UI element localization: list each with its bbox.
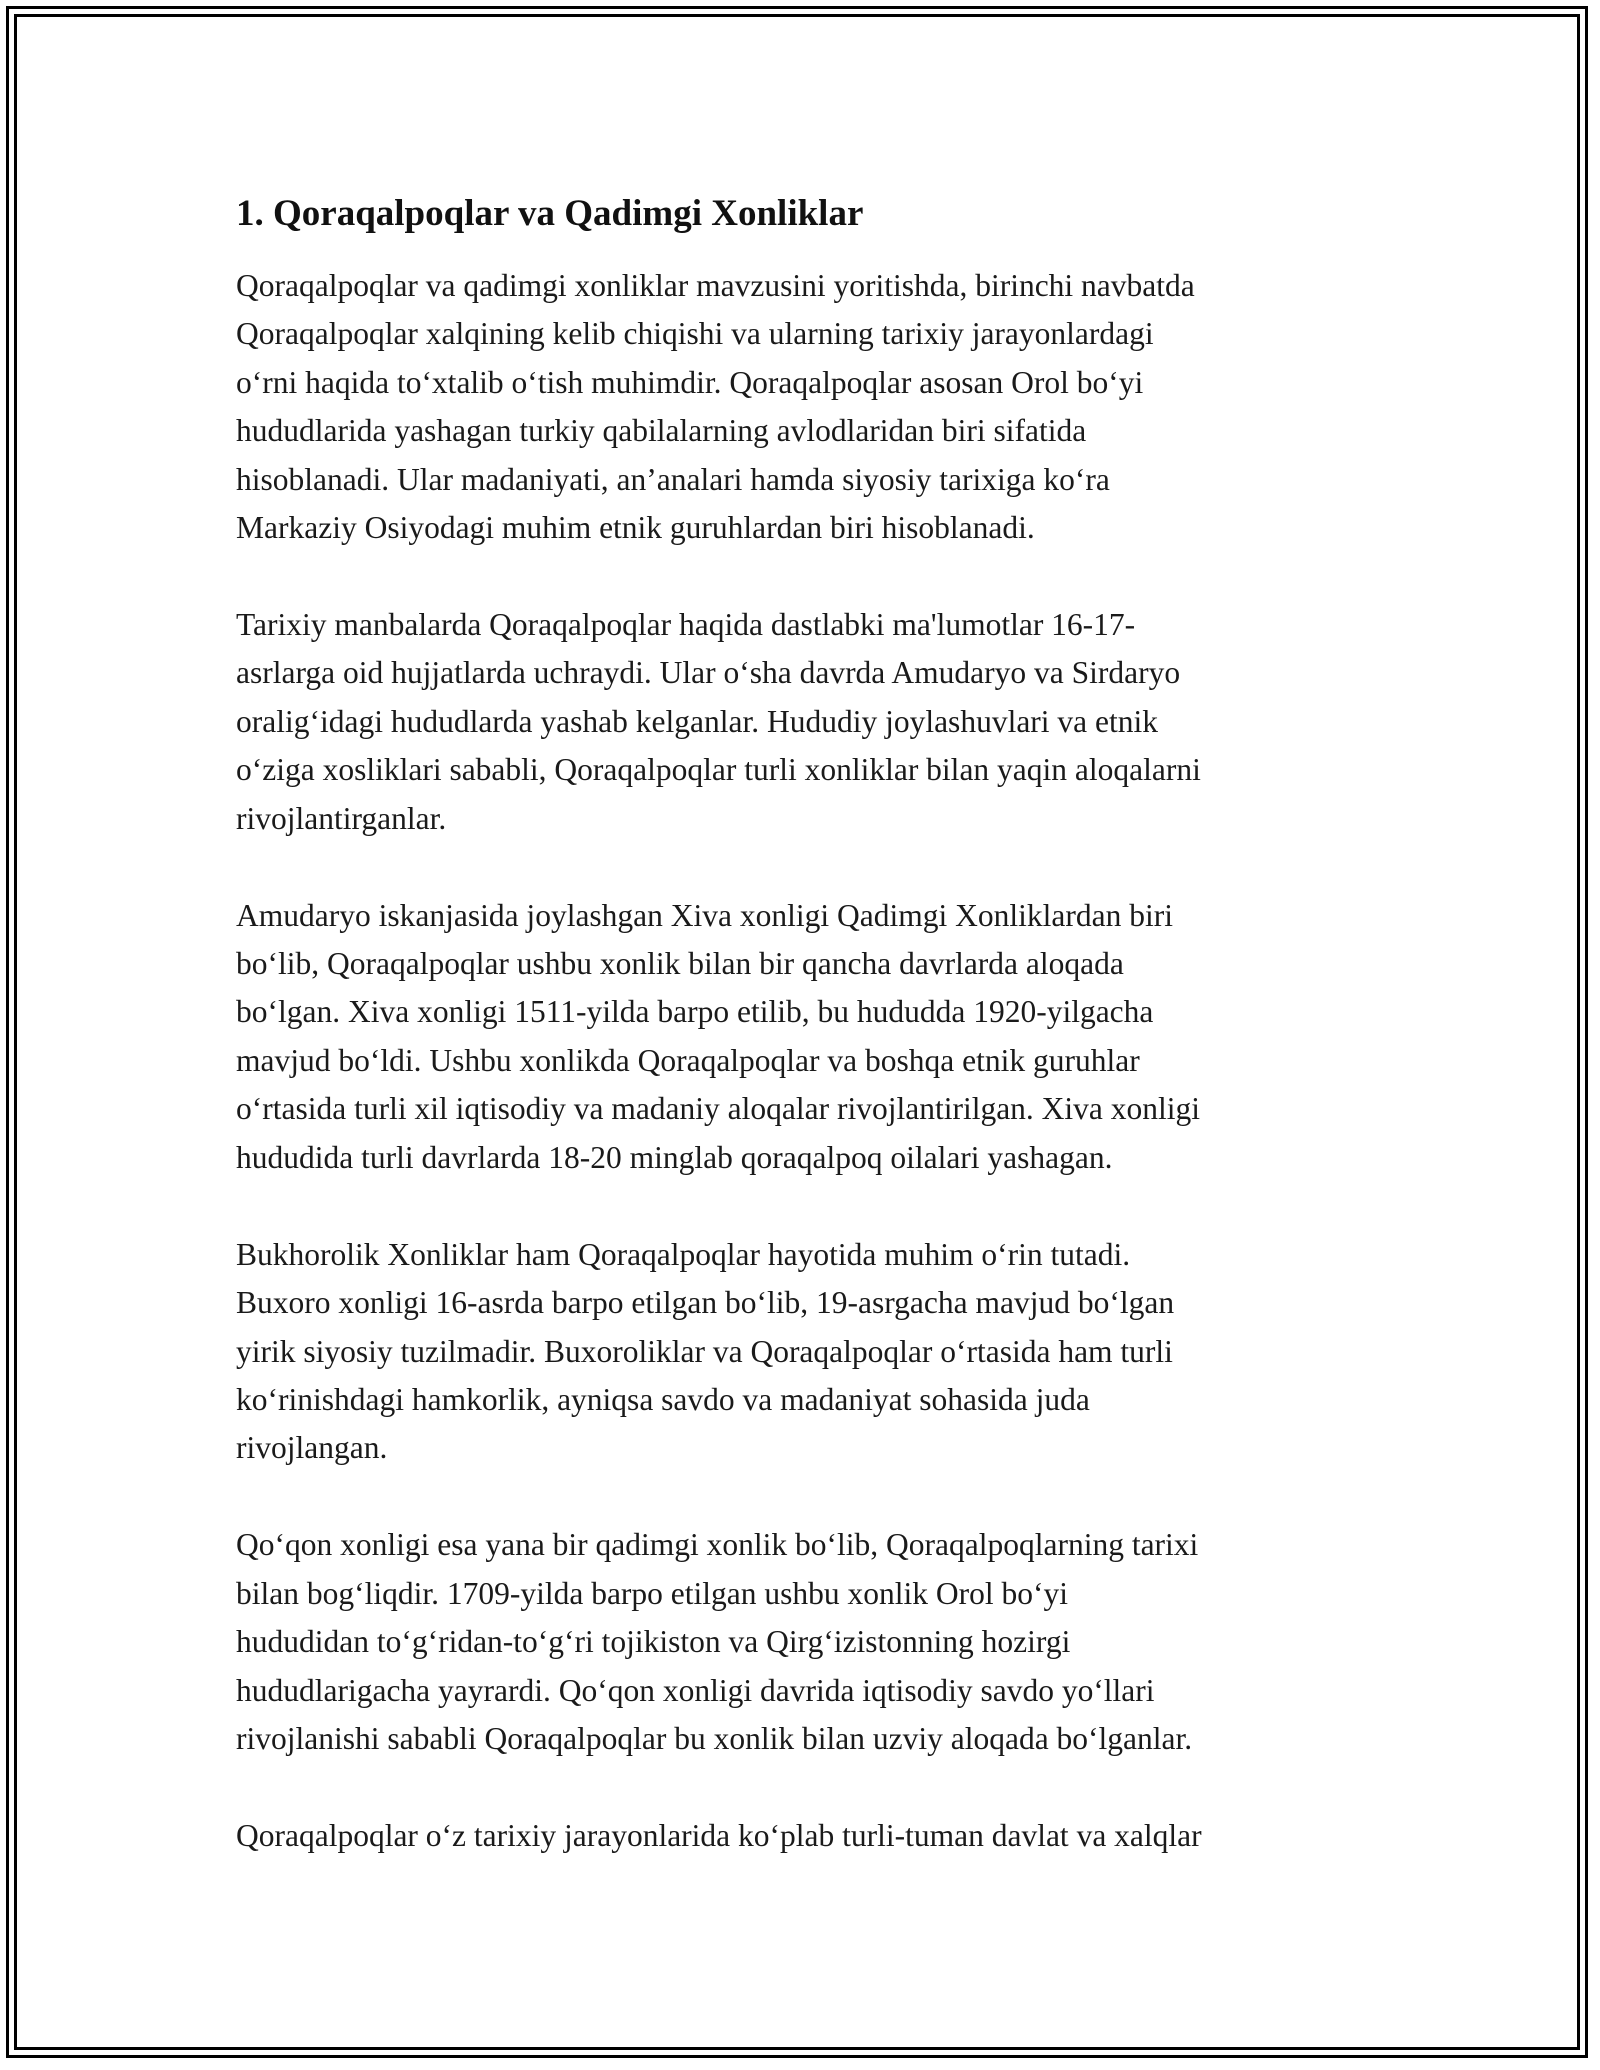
document-body [236, 188, 1386, 1909]
section-heading: 1. Qoraqalpoqlar va Qadimgi Xonliklar [236, 193, 864, 234]
paragraph-kokand-khanate: Qo‘qon xonligi esa yana bir qadimgi xonlik bo‘lib, Qoraqalpoqlarning tarixi bilan bog‘liqdir. 1709-yilda barpo etilgan ushbu xonlik Orol bo‘yi hududidan to‘g‘ridan-to‘g‘ri tojikiston va Qirg‘izistonning hozirgi hududlarigacha yayrardi. Qo‘qon xonligi davrida iqtisodiy savdo yo‘llari rivojlanishi sababli Qoraqalpoqlar bu xonlik bilan uzviy aloqada bo‘lganlar. [236, 1527, 1199, 1756]
paragraph-historical-sources: Tarixiy manbalarda Qoraqalpoqlar haqida dastlabki ma'lumotlar 16-17- asrlarga oid hujjatlarda uchraydi. Ular o‘sha davrda Amudaryo va Sirdaryo oralig‘idagi hududlarda yashab kelganlar. Hududiy joylashuvlari va etnik o‘ziga xosliklari sababli, Qoraqalpoqlar turli xonliklar bilan yaqin aloqalarni rivojlantirganlar. [236, 607, 1201, 836]
paragraph-origins: Qoraqalpoqlar va qadimgi xonliklar mavzusini yoritishda, birinchi navbatda Qoraqalpoqlar xalqining kelib chiqishi va ularning tarixiy jarayonlardagi o‘rni haqida to‘xtalib o‘tish muhimdir. Qoraqalpoqlar asosan Orol bo‘yi hududlarida yashagan turkiy qabilalarning avlodlaridan biri sifatida hisoblanadi. Ular madaniyati, an’analari hamda siyosiy tarixiga ko‘ra Markaziy Osiyodagi muhim etnik guruhlardan biri hisoblanadi. [236, 268, 1195, 546]
paragraph-khiva-khanate: Amudaryo iskanjasida joylashgan Xiva xonligi Qadimgi Xonliklardan biri bo‘lib, Qoraqalpoqlar ushbu xonlik bilan bir qancha davrlarda aloqada bo‘lgan. Xiva xonligi 1511-yilda barpo etilib, bu hududda 1920-yilgacha mavjud bo‘ldi. Ushbu xonlikda Qoraqalpoqlar va boshqa etnik guruhlar o‘rtasida turli xil iqtisodiy va madaniy aloqalar rivojlantirilgan. Xiva xonligi hududida turli davrlarda 18-20 minglab qoraqalpoq oilalari yashagan. [236, 897, 1201, 1175]
paragraph-bukhara-khanate: Bukhorolik Xonliklar ham Qoraqalpoqlar hayotida muhim o‘rin tutadi. Buxoro xonligi 16-asrda barpo etilgan bo‘lib, 19-asrgacha mavjud bo‘lgan yirik siyosiy tuzilmadir. Buxoroliklar va Qoraqalpoqlar o‘rtasida ham turli ko‘rinishdagi hamkorlik, ayniqsa savdo va madaniyat sohasida juda rivojlangan. [236, 1236, 1175, 1466]
paragraph-continuation: Qoraqalpoqlar o‘z tarixiy jarayonlarida ko‘plab turli-tuman davlat va xalqlar [236, 1817, 1202, 1853]
